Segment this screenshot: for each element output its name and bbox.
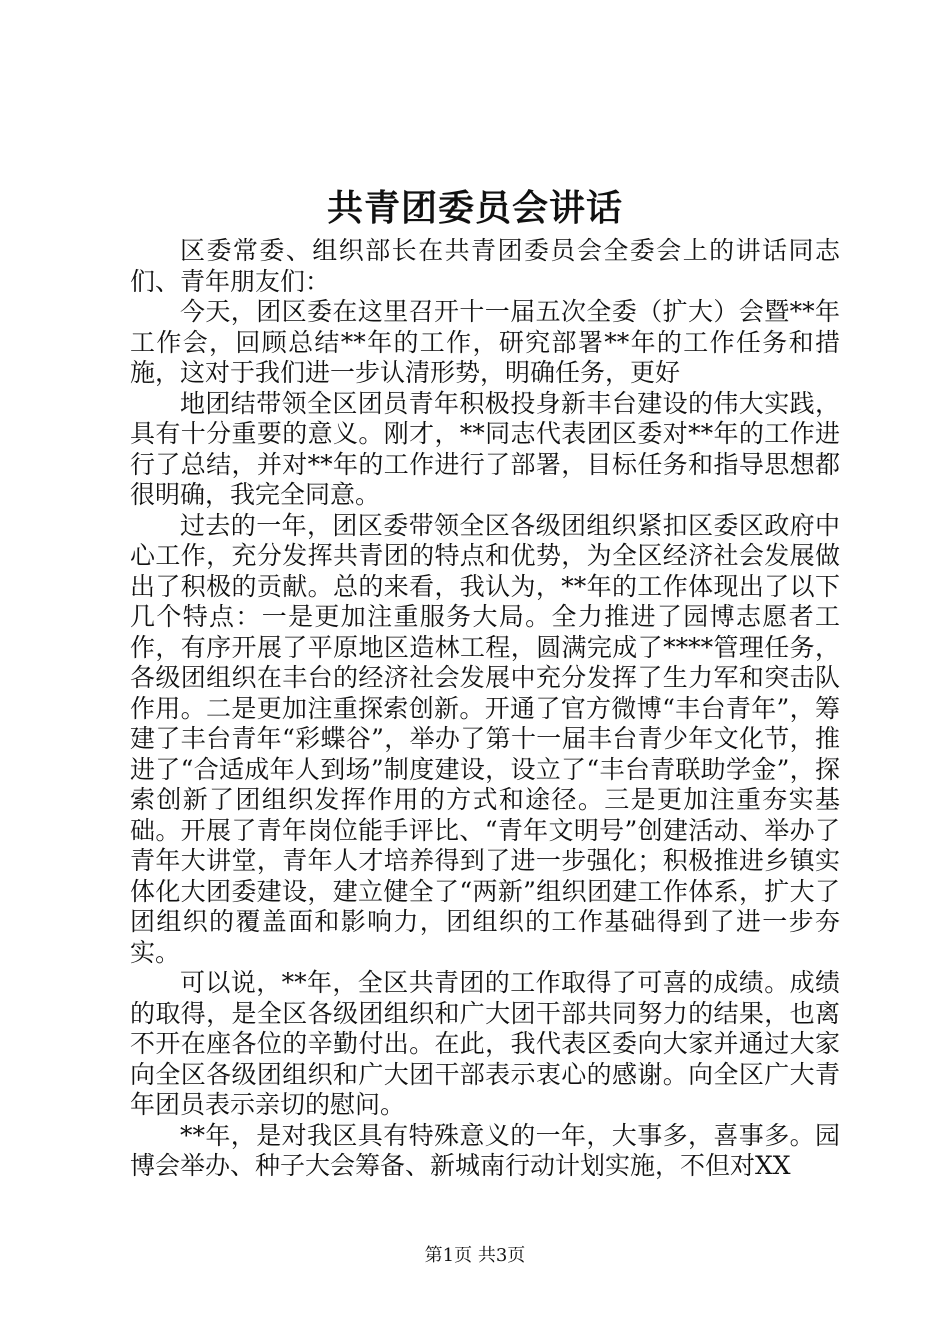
paragraph: **年，是对我区具有特殊意义的一年，大事多，喜事多。园博会举办、种子大会筹备、新城南行动计划实施，不但对XX (130, 1120, 840, 1180)
paragraph: 区委常委、组织部长在共青团委员会全委会上的讲话同志们、青年朋友们： (130, 236, 840, 296)
document-title: 共青团委员会讲话 (326, 187, 623, 229)
paragraph: 过去的一年，团区委带领全区各级团组织紧扣区委区政府中心工作，充分发挥共青团的特点和优势，为全区经济社会发展做出了积极的贡献。总的来看，我认为，**年的工作体现出了以下几个特点：一是更加注重服务大局。全力推进了园博志愿者工作，有序开展了平原地区造林工程，圆满完成了****管理任务，各级团组织在丰台的经济社会发展中充分发挥了生力军和突击队作用。二是更加注重探索创新。开通了官方微博“丰台青年”，筹建了丰台青年“彩蝶谷”，举办了第十一届丰台青少年文化节，推进了“合适成年人到场”制度建设，设立了“丰台青联助学金”，探索创新了团组织发挥作用的方式和途径。三是更加注重夯实基础。开展了青年岗位能手评比、“青年文明号”创建活动、举办了青年大讲堂，青年人才培养得到了进一步强化；积极推进乡镇实体化大团委建设，建立健全了“两新”组织团建工作体系，扩大了团组织的覆盖面和影响力，团组织的工作基础得到了进一步夯实。 (130, 510, 840, 967)
paragraph: 地团结带领全区团员青年积极投身新丰台建设的伟大实践，具有十分重要的意义。刚才，**同志代表团区委对**年的工作进行了总结，并对**年的工作进行了部署，目标任务和指导思想都很明确，我完全同意。 (130, 388, 840, 509)
paragraph: 可以说，**年，全区共青团的工作取得了可喜的成绩。成绩的取得，是全区各级团组织和广大团干部共同努力的结果，也离不开在座各位的辛勤付出。在此，我代表区委向大家并通过大家向全区各级团组织和广大团干部表示衷心的感谢。向全区广大青年团员表示亲切的慰问。 (130, 968, 840, 1119)
page-number-footer: 第1页 共3页 (424, 1245, 526, 1266)
paragraph: 今天，团区委在这里召开十一届五次全委（扩大）会暨**年工作会，回顾总结**年的工作，研究部署**年的工作任务和措施，这对于我们进一步认清形势，明确任务，更好 (130, 297, 840, 387)
document-body (130, 236, 840, 1182)
